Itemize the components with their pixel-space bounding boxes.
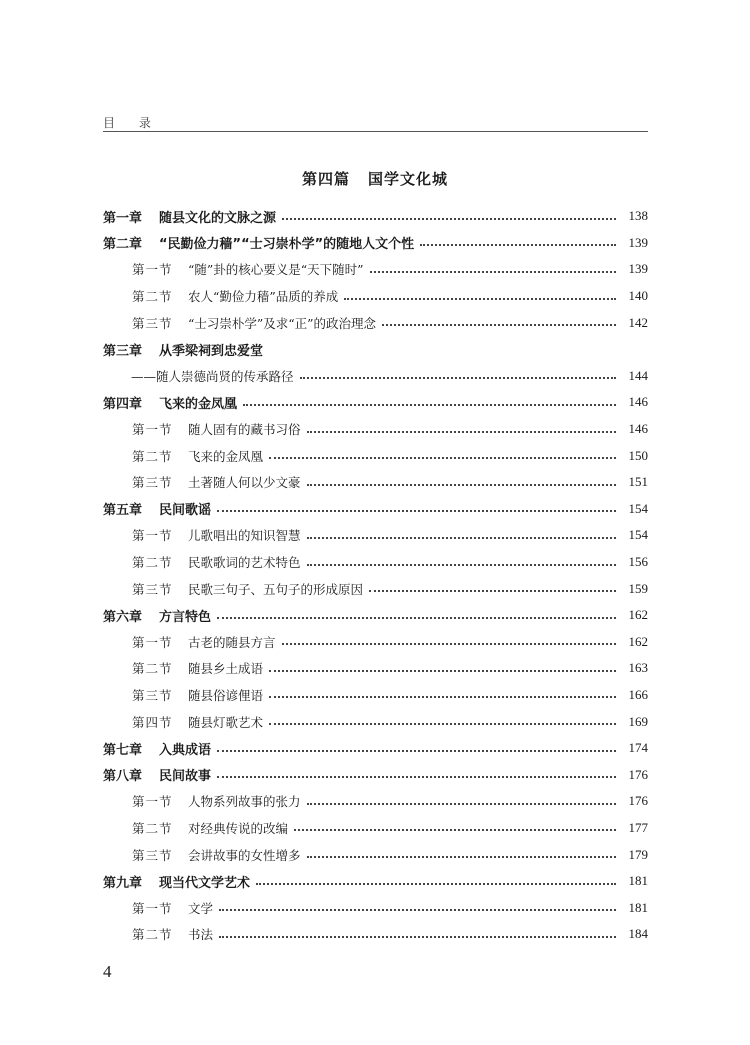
entry-page-number: 140	[628, 288, 648, 304]
dot-leader	[307, 855, 616, 858]
running-header	[103, 112, 648, 132]
dot-leader	[282, 217, 616, 220]
toc-section-entry[interactable]	[103, 841, 648, 868]
dot-leader	[243, 403, 616, 406]
entry-label: 第三节	[132, 315, 173, 331]
toc-section-entry[interactable]	[103, 575, 648, 602]
entry-title: 飞来的金凤凰	[188, 448, 264, 464]
entry-page-number: 176	[628, 793, 648, 809]
entry-title: 古老的随县方言	[188, 634, 276, 650]
toc-section-entry[interactable]	[103, 894, 648, 921]
toc-subtitle-entry[interactable]	[103, 363, 648, 390]
dot-leader	[269, 456, 616, 459]
dot-leader	[269, 669, 616, 672]
dot-leader	[420, 243, 616, 246]
entry-label: 第二节	[132, 289, 173, 305]
entry-label: 第一节	[132, 528, 173, 544]
entry-page-number: 139	[628, 261, 648, 277]
entry-page-number: 151	[628, 474, 648, 490]
entry-title: 民间故事	[159, 769, 212, 785]
dot-leader	[294, 828, 616, 831]
dot-leader	[282, 642, 616, 645]
entry-title: “民勤俭力穑”“士习崇朴学”的随地人文个性	[159, 237, 415, 253]
entry-title: 从季梁祠到忠爱堂	[159, 343, 264, 359]
entry-label: 第二节	[132, 448, 173, 464]
dot-leader	[307, 536, 616, 539]
dot-leader	[217, 749, 616, 752]
entry-title: 民歌歌词的艺术特色	[188, 555, 301, 571]
dot-leader	[300, 376, 616, 379]
page-number: 4	[103, 962, 112, 981]
entry-label: 第二章	[103, 237, 143, 253]
toc-section-entry[interactable]	[103, 708, 648, 735]
toc-section-entry[interactable]	[103, 629, 648, 656]
entry-page-number: 177	[628, 819, 648, 835]
toc-section-entry[interactable]	[103, 655, 648, 682]
entry-label: 第五章	[103, 503, 143, 519]
entry-page-number: 146	[628, 421, 648, 437]
entry-title: ——随人崇德尚贤的传承路径	[131, 368, 294, 384]
entry-label: 第一节	[132, 794, 173, 810]
entry-page-number: 162	[628, 633, 648, 649]
entry-label: 第六章	[103, 609, 143, 625]
entry-page-number: 144	[628, 367, 648, 383]
entry-page-number: 159	[628, 580, 648, 596]
entry-label: 第四节	[132, 714, 173, 730]
part-title: 国学文化城	[368, 170, 449, 188]
entry-title: 会讲故事的女性增多	[188, 847, 301, 863]
entry-label: 第一节	[132, 262, 173, 278]
entry-title: 土著随人何以少文豪	[188, 475, 301, 491]
dot-leader	[307, 563, 616, 566]
toc-section-entry[interactable]	[103, 788, 648, 815]
entry-page-number: 146	[628, 394, 648, 410]
table-of-contents	[103, 203, 648, 948]
toc-section-entry[interactable]	[103, 682, 648, 709]
entry-page-number: 174	[628, 740, 648, 756]
entry-title: 随县俗谚俚语	[188, 687, 264, 703]
entry-title: 随县文化的文脉之源	[159, 210, 277, 226]
entry-label: 第八章	[103, 769, 143, 785]
toc-chapter-entry[interactable]	[103, 230, 648, 257]
part-heading	[0, 168, 750, 189]
entry-page-number: 162	[628, 607, 648, 623]
entry-label: 第九章	[103, 875, 143, 891]
entry-label: 第三节	[132, 687, 173, 703]
dot-leader	[217, 775, 616, 778]
entry-title: 随县乡土成语	[188, 661, 264, 677]
entry-title: 书法	[188, 927, 214, 943]
toc-section-entry[interactable]	[103, 283, 648, 310]
entry-label: 第一章	[103, 210, 143, 226]
entry-title: 民歌三句子、五句子的形成原因	[188, 581, 364, 597]
entry-title: 飞来的金凤凰	[159, 396, 238, 412]
entry-page-number: 156	[628, 554, 648, 570]
entry-label: 第一节	[132, 422, 173, 438]
dot-leader	[217, 616, 616, 619]
entry-label: 第一节	[132, 634, 173, 650]
entry-title: 入典成语	[159, 742, 212, 758]
entry-label: 第三节	[132, 475, 173, 491]
entry-page-number: 139	[628, 234, 648, 250]
dot-leader	[269, 695, 616, 698]
entry-title: “士习崇朴学”及求“正”的政治理念	[188, 315, 377, 331]
entry-page-number: 154	[628, 500, 648, 516]
dot-leader	[307, 802, 616, 805]
toc-section-entry[interactable]	[103, 549, 648, 576]
toc-section-entry[interactable]	[103, 815, 648, 842]
toc-chapter-entry[interactable]	[103, 602, 648, 629]
entry-label: 第三章	[103, 343, 143, 359]
entry-page-number: 166	[628, 686, 648, 702]
entry-page-number: 176	[628, 766, 648, 782]
toc-chapter-entry[interactable]	[103, 336, 648, 363]
toc-section-entry[interactable]	[103, 921, 648, 948]
entry-title: 现当代文学艺术	[159, 875, 251, 891]
entry-title: 民间歌谣	[159, 503, 212, 519]
entry-title: 对经典传说的改编	[188, 820, 289, 836]
toc-chapter-entry[interactable]	[103, 868, 648, 895]
entry-page-number: 179	[628, 846, 648, 862]
entry-page-number: 138	[628, 208, 648, 224]
entry-page-number: 163	[628, 660, 648, 676]
toc-section-entry[interactable]	[103, 416, 648, 443]
entry-label: 第二节	[132, 927, 173, 943]
toc-section-entry[interactable]	[103, 469, 648, 496]
dot-leader	[344, 297, 616, 300]
toc-chapter-entry[interactable]	[103, 389, 648, 416]
dot-leader	[256, 882, 616, 885]
entry-page-number: 142	[628, 314, 648, 330]
header-text: 目 录	[103, 116, 161, 130]
toc-chapter-entry[interactable]	[103, 496, 648, 523]
dot-leader	[307, 483, 616, 486]
dot-leader	[269, 722, 616, 725]
entry-page-number: 181	[628, 899, 648, 915]
toc-section-entry[interactable]	[103, 309, 648, 336]
part-number: 第四篇	[301, 170, 350, 188]
entry-label: 第七章	[103, 742, 143, 758]
entry-page-number: 169	[628, 713, 648, 729]
dot-leader	[219, 935, 616, 938]
toc-chapter-entry[interactable]	[103, 735, 648, 762]
entry-page-number: 184	[628, 926, 648, 942]
entry-title: 人物系列故事的张力	[188, 794, 301, 810]
entry-title: 随县灯歌艺术	[188, 714, 264, 730]
entry-label: 第二节	[132, 555, 173, 571]
entry-page-number: 181	[628, 873, 648, 889]
entry-label: 第二节	[132, 820, 173, 836]
toc-section-entry[interactable]	[103, 442, 648, 469]
dot-leader	[369, 589, 616, 592]
entry-label: 第三节	[132, 847, 173, 863]
entry-title: “随”卦的核心要义是“天下随时”	[188, 262, 364, 278]
entry-label: 第四章	[103, 396, 143, 412]
toc-section-entry[interactable]	[103, 256, 648, 283]
dot-leader	[217, 509, 616, 512]
entry-title: 农人“勤俭力穑”品质的养成	[188, 289, 339, 305]
header-rule	[103, 131, 648, 132]
entry-label: 第二节	[132, 661, 173, 677]
entry-page-number: 150	[628, 447, 648, 463]
dot-leader	[219, 908, 616, 911]
entry-label: 第三节	[132, 581, 173, 597]
entry-title: 方言特色	[159, 609, 212, 625]
dot-leader	[382, 323, 616, 326]
toc-chapter-entry[interactable]	[103, 761, 648, 788]
dot-leader	[370, 270, 616, 273]
entry-page-number: 154	[628, 527, 648, 543]
toc-section-entry[interactable]	[103, 522, 648, 549]
entry-title: 儿歌唱出的知识智慧	[188, 528, 301, 544]
dot-leader	[307, 430, 616, 433]
entry-title: 文学	[188, 900, 214, 916]
toc-chapter-entry[interactable]	[103, 203, 648, 230]
entry-title: 随人固有的藏书习俗	[188, 422, 301, 438]
entry-label: 第一节	[132, 900, 173, 916]
